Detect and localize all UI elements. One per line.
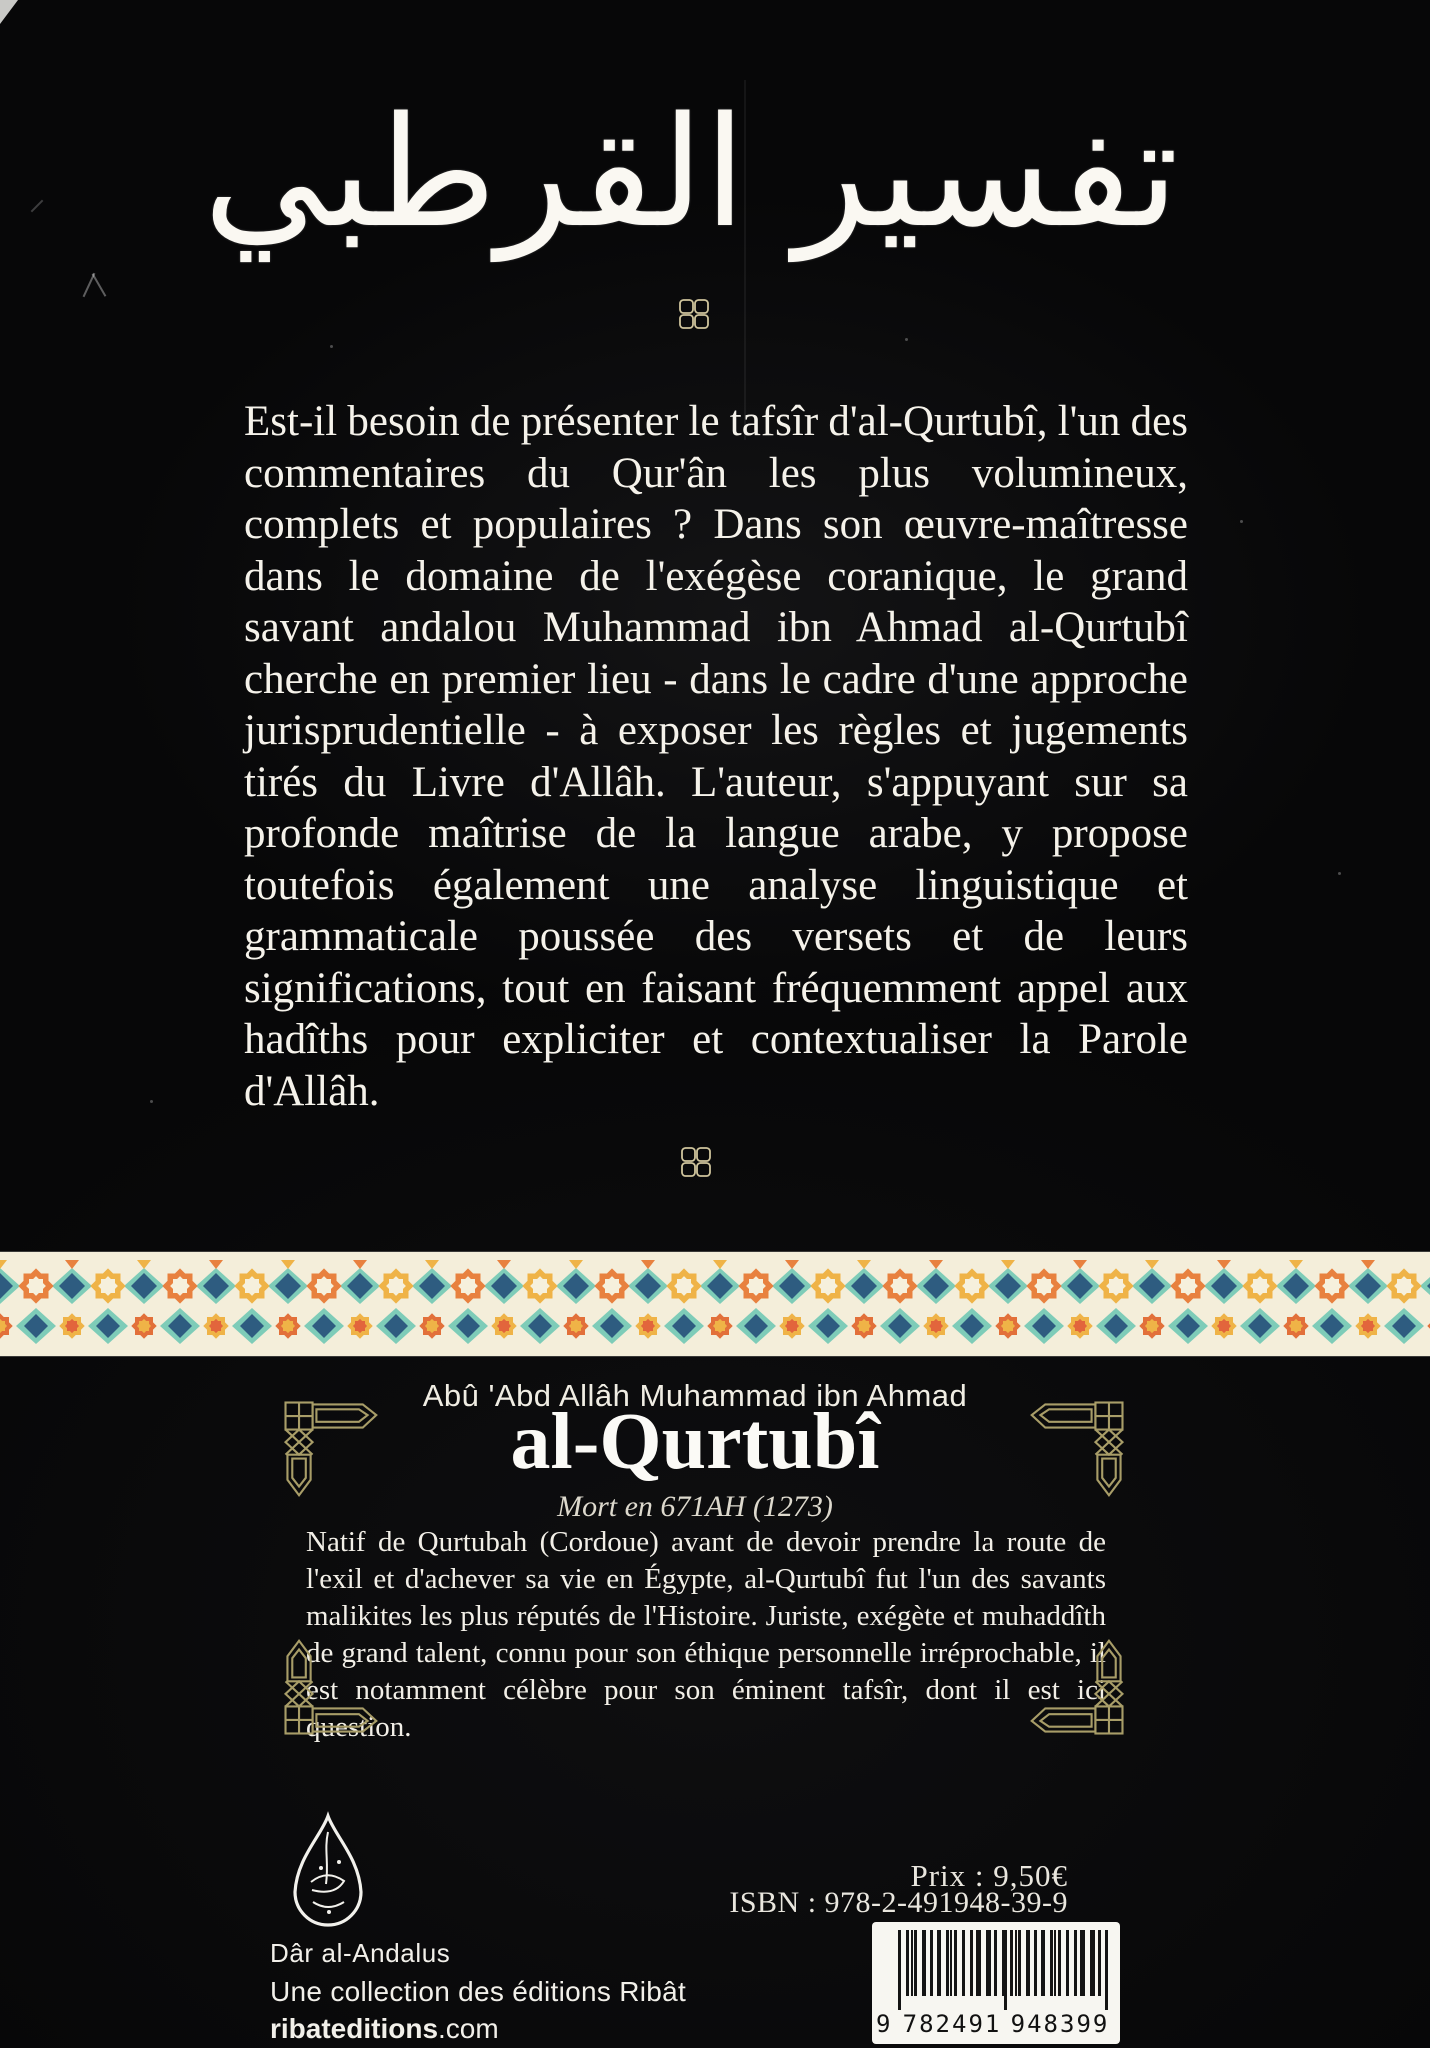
photo-speck <box>905 338 908 341</box>
photo-scratch <box>92 273 107 297</box>
photo-speck <box>150 1100 153 1103</box>
barcode-digits <box>876 2010 1114 2038</box>
barcode-digit-group: 948399 <box>1010 2010 1110 2038</box>
author-kunya: Abû 'Abd Allâh Muhammad ibn Ahmad <box>422 1378 968 1413</box>
price-label: Prix : 9,50€ <box>910 1858 1068 1893</box>
kufic-corner-knot-icon <box>1024 1388 1136 1502</box>
author-bio: Natif de Qurtubah (Cordoue) avant de devoir prendre la route de l'exil et d'achever sa vie en Égypte, al-Qurtubî fut l'un des savants malikites les plus réputés de l'Histoire. Juriste, exégète et muhaddîth de grand talent, connu pour son éthique personnelle irréprochable, il est notamment célèbre pour son éminent tafsîr, dont il est ici question. <box>306 1526 1106 1743</box>
photo-speck <box>330 345 333 348</box>
kufic-corner-knot-icon <box>272 1388 384 1502</box>
publisher-block <box>270 1938 686 2045</box>
barcode-digit-prefix: 9 <box>876 2010 891 2038</box>
barcode-guard-bar <box>898 1930 901 2010</box>
photo-speck <box>1240 520 1243 523</box>
dar-al-andalus-logo <box>283 1810 373 1945</box>
kufic-corner-knot-icon <box>272 1634 384 1748</box>
barcode-bars <box>898 1930 1108 1996</box>
zellige-pattern-band <box>0 1252 1430 1356</box>
publisher-website-domain: ribateditions <box>270 2013 439 2044</box>
publisher-website <box>270 2013 686 2045</box>
publisher-collection: Une collection des éditions Ribât <box>270 1976 687 2007</box>
back-cover-description: Est-il besoin de présenter le tafsîr d'al-Qurtubî, l'un des commentaires du Qur'ân les plus volumineux, complets et populaires ? Dans son œuvre-maîtresse dans le domaine de l'exégèse coranique, le grand savant andalou Muhammad ibn Ahmad al-Qurtubî cherche en premier lieu - dans le cadre d'une approche jurisprudentielle - à exposer les règles et jugements tirés du Livre d'Allâh. L'auteur, s'appuyant sur sa profonde maîtrise de la langue arabe, y propose toutefois également une analyse linguistique et grammaticale poussée des versets et de leurs significations, tout en faisant fréquemment appel aux hadîths pour expliciter et contextualiser la Parole d'Allâh. <box>244 398 1188 1115</box>
photo-speck <box>1338 872 1341 875</box>
quatrefoil-ornament-icon <box>676 296 712 332</box>
barcode-guard-bar <box>1004 1930 1007 2010</box>
isbn-label: ISBN : 978-2-491948-39-9 <box>729 1886 1068 1919</box>
ean13-barcode <box>872 1922 1120 2044</box>
author-death-date: Mort en 671AH (1273) <box>557 1490 833 1523</box>
barcode-digit-group: 782491 <box>902 2010 1002 2038</box>
arabic-calligraphy-title: تفسير القرطبي <box>203 84 1179 261</box>
author-name: al-Qurtubî <box>510 1398 880 1486</box>
publisher-website-tld: .com <box>438 2013 499 2044</box>
kufic-corner-knot-icon <box>1024 1634 1136 1748</box>
photo-corner-artifact <box>0 0 18 24</box>
publisher-name: Dâr al-Andalus <box>270 1938 451 1968</box>
quatrefoil-ornament-icon <box>678 1144 714 1180</box>
barcode-guard-bar <box>1105 1930 1108 2010</box>
